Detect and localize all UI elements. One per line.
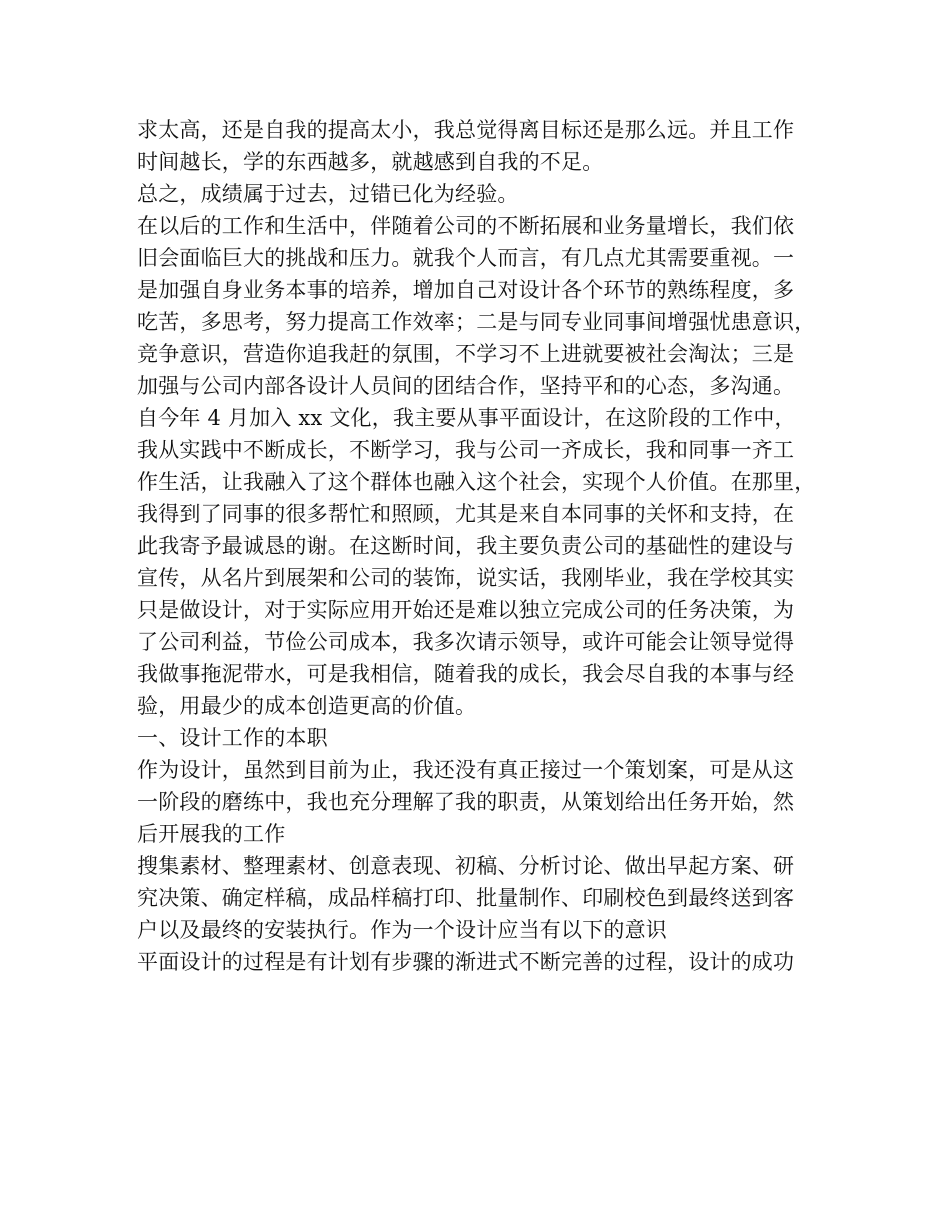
text-line: 我做事拖泥带水，可是我相信，随着我的成长，我会尽自我的本事与经 (137, 662, 795, 686)
text-line: 搜集素材、整理素材、创意表现、初稿、分析讨论、做出早起方案、研 (137, 854, 795, 878)
text-line: 吃苦，多思考，努力提高工作效率；二是与同专业同事间增强忧患意识， (137, 310, 816, 334)
text-line: 究决策、确定样稿，成品样稿打印、批量制作、印刷校色到最终送到客 (137, 886, 795, 910)
text-line: 是加强自身业务本事的培养，增加自己对设计各个环节的熟练程度，多 (137, 278, 795, 302)
text-line: 了公司利益，节俭公司成本，我多次请示领导，或许可能会让领导觉得 (137, 630, 795, 654)
text-line: 只是做设计，对于实际应用开始还是难以独立完成公司的任务决策，为 (137, 598, 795, 622)
text-line: 平面设计的过程是有计划有步骤的渐进式不断完善的过程，设计的成功 (137, 950, 795, 974)
text-line: 加强与公司内部各设计人员间的团结合作，坚持平和的心态，多沟通。 (137, 374, 795, 398)
text-line: 作生活，让我融入了这个群体也融入这个社会，实现个人价值。在那里， (137, 470, 816, 494)
text-line: 我得到了同事的很多帮忙和照顾，尤其是来自本同事的关怀和支持，在 (137, 502, 795, 526)
text-line: 时间越长，学的东西越多，就越感到自我的不足。 (137, 150, 604, 174)
text-line: 宣传，从名片到展架和公司的装饰，说实话，我刚毕业，我在学校其实 (137, 566, 795, 590)
text-line: 自今年 4 月加入 xx 文化，我主要从事平面设计，在这阶段的工作中， (137, 406, 796, 430)
text-line: 求太高，还是自我的提高太小，我总觉得离目标还是那么远。并且工作 (137, 118, 795, 142)
text-line: 此我寄予最诚恳的谢。在这断时间，我主要负责公司的基础性的建设与 (137, 534, 795, 558)
text-line: 我从实践中不断成长，不断学习，我与公司一齐成长，我和同事一齐工 (137, 438, 795, 462)
text-line: 作为设计，虽然到目前为止，我还没有真正接过一个策划案，可是从这 (137, 758, 795, 782)
text-line: 户以及最终的安装执行。作为一个设计应当有以下的意识 (137, 918, 667, 942)
text-line: 验，用最少的成本创造更高的价值。 (137, 694, 477, 718)
text-line: 在以后的工作和生活中，伴随着公司的不断拓展和业务量增长，我们依 (137, 214, 795, 238)
text-line: 后开展我的工作 (137, 822, 286, 846)
text-line: 旧会面临巨大的挑战和压力。就我个人而言，有几点尤其需要重视。一 (137, 246, 795, 270)
section-heading: 一、设计工作的本职 (137, 726, 328, 750)
document-body (137, 114, 827, 978)
text-line: 总之，成绩属于过去，过错已化为经验。 (137, 182, 519, 206)
text-line: 竞争意识，营造你追我赶的氛围，不学习不上进就要被社会淘汰；三是 (137, 342, 795, 366)
text-line: 一阶段的磨练中，我也充分理解了我的职责，从策划给出任务开始，然 (137, 790, 795, 814)
